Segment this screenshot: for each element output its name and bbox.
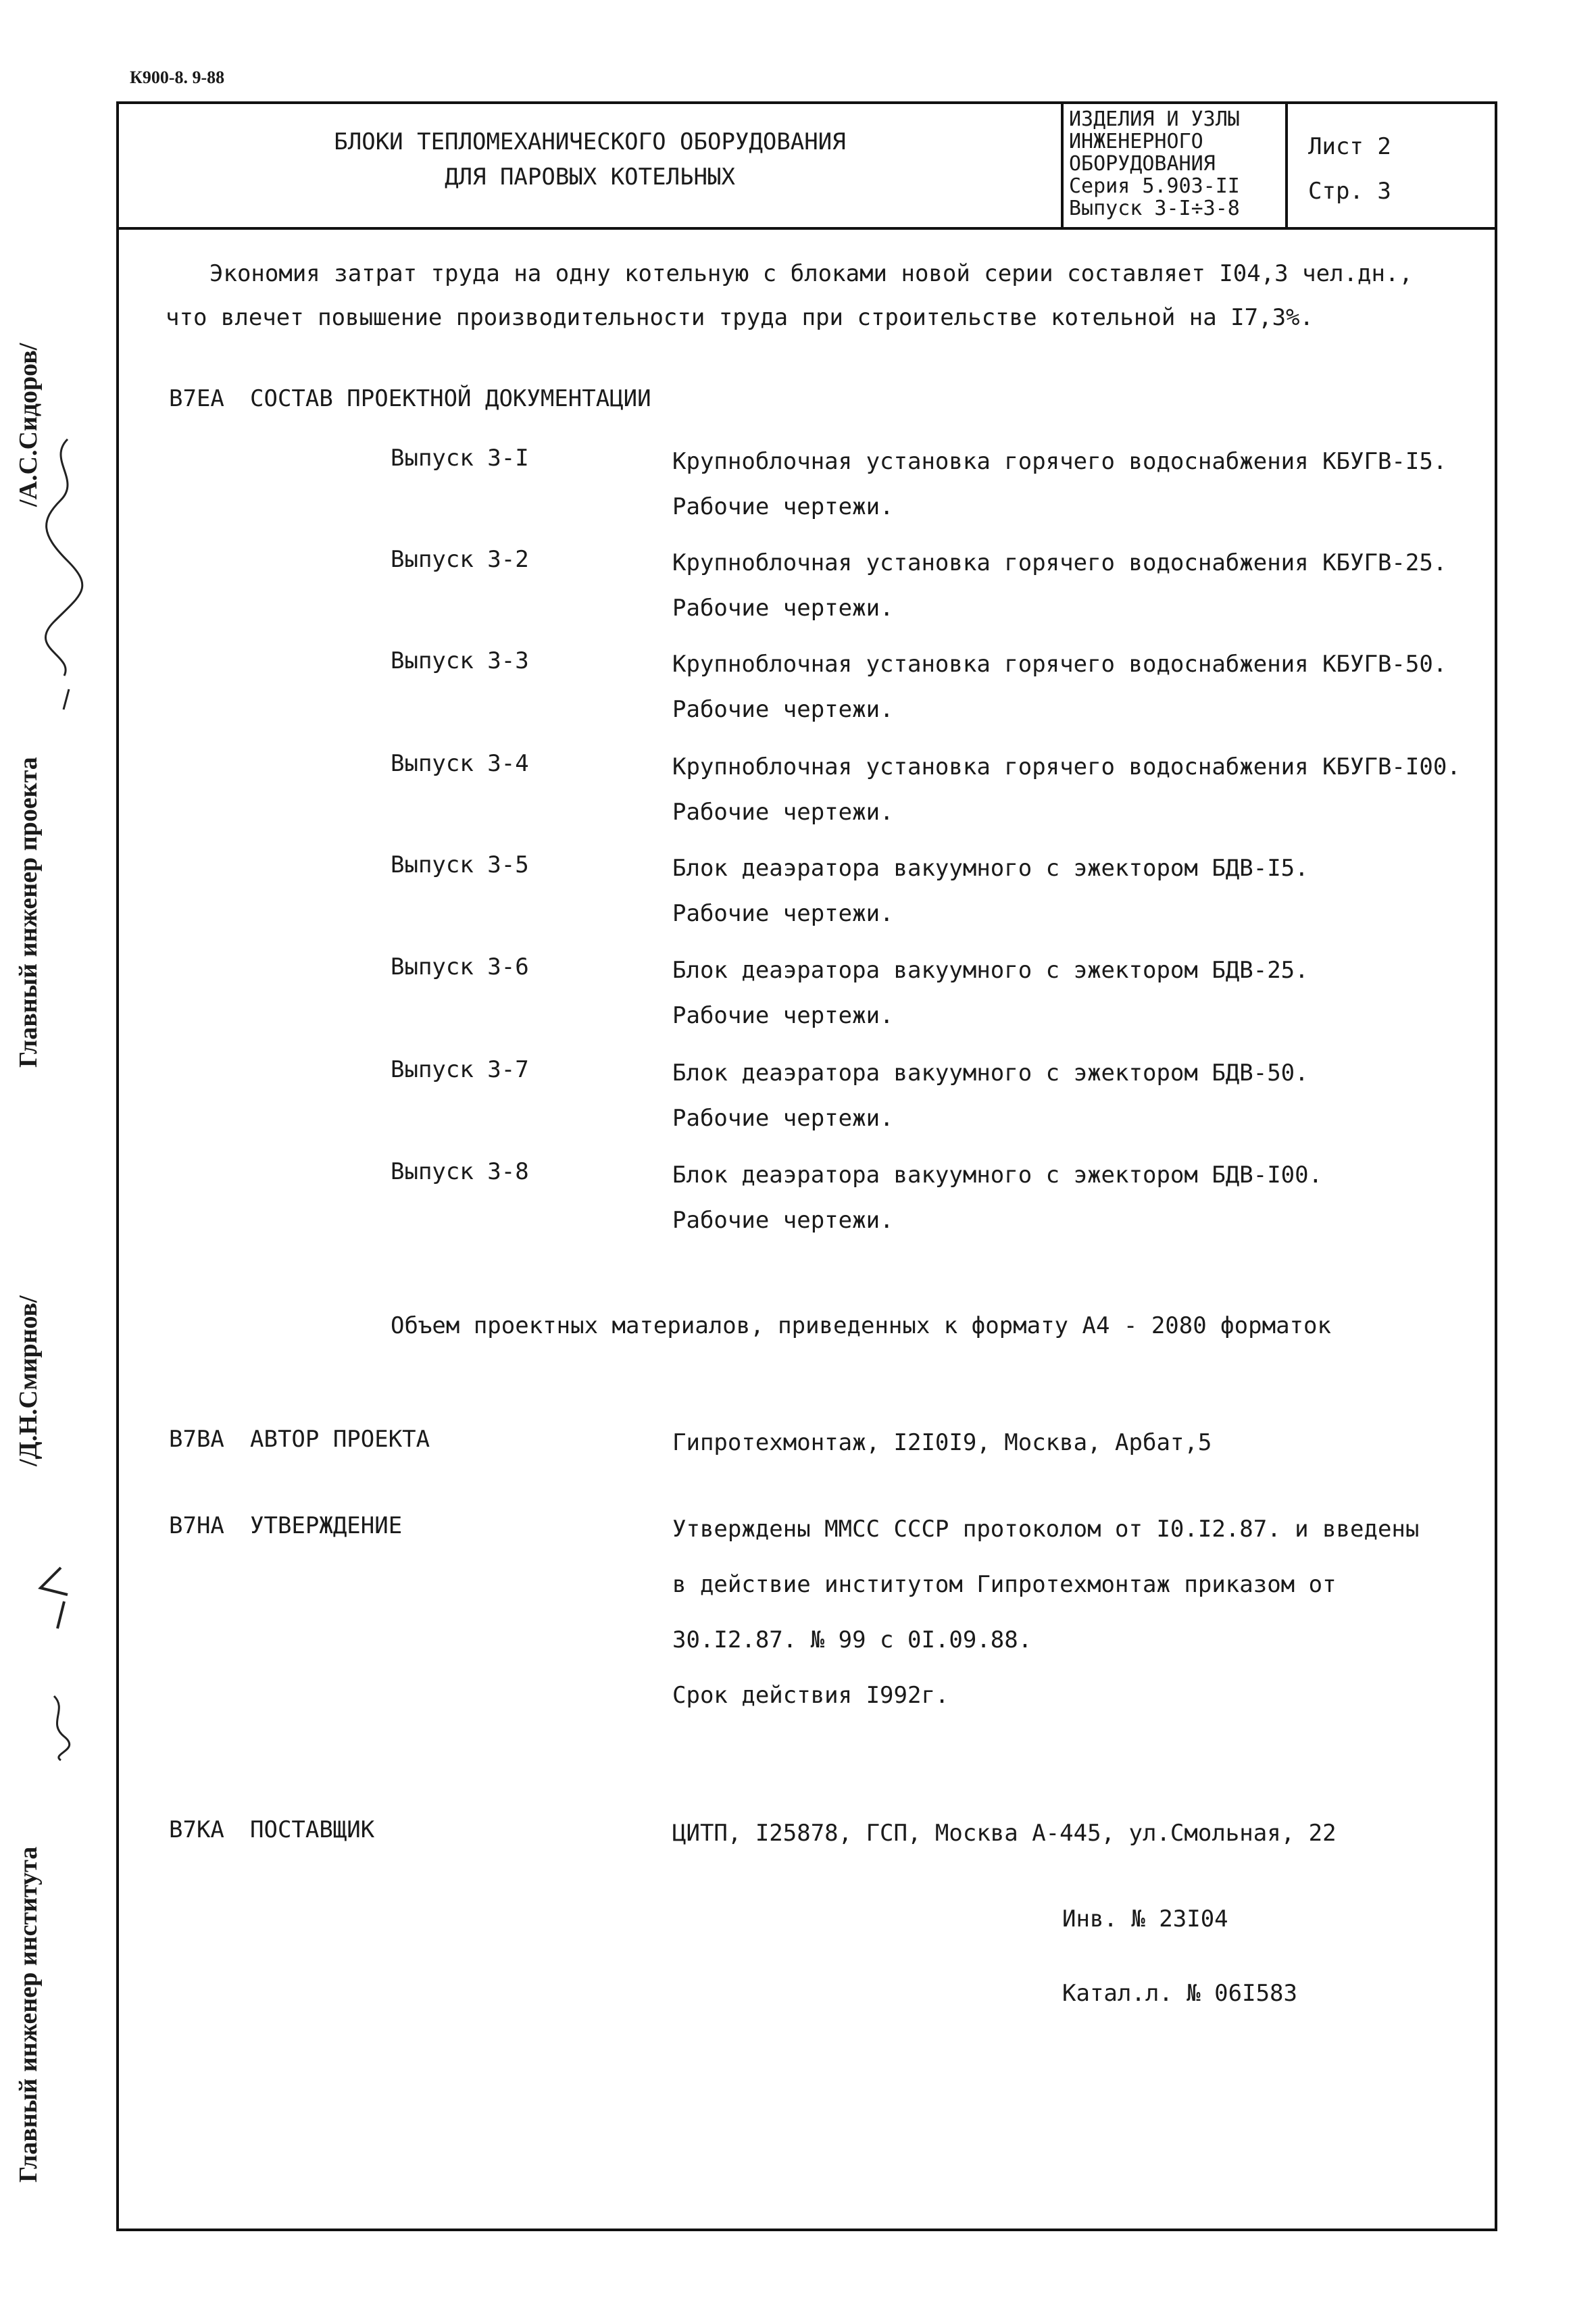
composition-code: B7EA bbox=[169, 385, 224, 412]
volume-number: Выпуск 3-I bbox=[391, 445, 529, 472]
volume-subtitle: Рабочие чертежи. bbox=[672, 595, 894, 622]
series-line-2: ИНЖЕНЕРНОГО bbox=[1069, 130, 1203, 153]
approval-line-2: в действие институтом Гипротехмонтаж приказом от bbox=[672, 1571, 1337, 1598]
sheet-number: Лист 2 bbox=[1308, 133, 1391, 160]
series-line-5: Выпуск 3-I÷3-8 bbox=[1069, 197, 1240, 220]
volume-description bbox=[672, 1051, 1309, 1141]
volume-description bbox=[672, 1153, 1322, 1243]
volume-number: Выпуск 3-3 bbox=[391, 647, 529, 674]
volume-subtitle: Рабочие чертежи. bbox=[672, 900, 894, 927]
sheet-info bbox=[1308, 124, 1391, 214]
volume-number: Выпуск 3-6 bbox=[391, 953, 529, 980]
volume-title: Блок деаэратора вакуумного с эжектором БДВ-25. bbox=[672, 957, 1309, 984]
volume-description bbox=[672, 846, 1309, 937]
approval-line-1: Утверждены ММСС СССР протоколом от I0.I2.87. и введены bbox=[672, 1516, 1420, 1543]
volume-title: Крупноблочная установка горячего водоснабжения КБУГВ-50. bbox=[672, 651, 1447, 678]
approval-title: УТВЕРЖДЕНИЕ bbox=[250, 1512, 403, 1539]
volume-title: Крупноблочная установка горячего водоснабжения КБУГВ-I00. bbox=[672, 753, 1461, 780]
author-value: Гипротехмонтаж, I2I0I9, Москва, Арбат,5 bbox=[672, 1429, 1212, 1456]
volume-description bbox=[672, 439, 1447, 530]
volume-subtitle: Рабочие чертежи. bbox=[672, 799, 894, 826]
volume-title: Крупноблочная установка горячего водоснабжения КБУГВ-I5. bbox=[672, 448, 1447, 475]
series-line-4: Серия 5.903-II bbox=[1069, 174, 1240, 198]
volume-subtitle: Рабочие чертежи. bbox=[672, 1207, 894, 1234]
supplier-value: ЦИТП, I25878, ГСП, Москва А-445, ул.Смольная, 22 bbox=[672, 1820, 1337, 1847]
catalog-number: Катал.л. № 06I583 bbox=[1062, 1980, 1297, 2007]
volume-subtitle: Рабочие чертежи. bbox=[672, 493, 894, 520]
volume-title: Блок деаэратора вакуумного с эжектором БДВ-50. bbox=[672, 1060, 1309, 1087]
series-line-1: ИЗДЕЛИЯ И УЗЛЫ bbox=[1069, 107, 1240, 131]
side-label-chief-engineer-institute: Главный инженер института bbox=[14, 1846, 43, 2183]
approval-code: B7HA bbox=[169, 1512, 224, 1539]
volume-title: Блок деаэратора вакуумного с эжектором БДВ-I00. bbox=[672, 1162, 1323, 1189]
author-code: B7BA bbox=[169, 1426, 224, 1453]
composition-title: СОСТАВ ПРОЕКТНОЙ ДОКУМЕНТАЦИИ bbox=[250, 385, 651, 412]
supplier-title: ПОСТАВЩИК bbox=[250, 1816, 375, 1843]
volume-number: Выпуск 3-7 bbox=[391, 1056, 529, 1083]
approval-line-4: Срок действия I992г. bbox=[672, 1682, 949, 1709]
approval-line-3: 30.I2.87. № 99 с 0I.09.88. bbox=[672, 1626, 1032, 1653]
side-name-smirnov: /Д.Н.Смирнов/ bbox=[14, 1295, 43, 1466]
volume-description bbox=[672, 642, 1447, 732]
volume-description bbox=[672, 948, 1309, 1039]
page-number: Стр. 3 bbox=[1308, 178, 1391, 205]
volume-subtitle: Рабочие чертежи. bbox=[672, 1002, 894, 1029]
volume-number: Выпуск 3-4 bbox=[391, 750, 529, 777]
volume-number: Выпуск 3-2 bbox=[391, 546, 529, 573]
title-line-2: ДЛЯ ПАРОВЫХ КОТЕЛЬНЫХ bbox=[445, 164, 735, 191]
signature-1 bbox=[27, 432, 95, 716]
volume-number: Выпуск 3-5 bbox=[391, 851, 529, 878]
approval-text bbox=[672, 1501, 1419, 1723]
divider bbox=[1061, 104, 1064, 227]
volume-subtitle: Рабочие чертежи. bbox=[672, 696, 894, 723]
title-line-1: БЛОКИ ТЕПЛОМЕХАНИЧЕСКОГО ОБОРУДОВАНИЯ bbox=[334, 128, 846, 155]
volume-subtitle: Рабочие чертежи. bbox=[672, 1105, 894, 1132]
document-code: К900-8. 9-88 bbox=[130, 68, 225, 87]
series-line-3: ОБОРУДОВАНИЯ bbox=[1069, 152, 1216, 176]
volume-title: Крупноблочная установка горячего водоснабжения КБУГВ-25. bbox=[672, 549, 1447, 576]
side-label-chief-engineer-project: Главный инженер проекта bbox=[14, 757, 43, 1068]
divider bbox=[1285, 104, 1288, 227]
series-info bbox=[1069, 108, 1282, 220]
intro-line-2: что влечет повышение производительности труда при строительстве котельной на I7,3%. bbox=[166, 304, 1314, 331]
volume-description bbox=[672, 745, 1461, 835]
supplier-code: B7KA bbox=[169, 1816, 224, 1843]
volume-number: Выпуск 3-8 bbox=[391, 1158, 529, 1185]
document-title bbox=[119, 124, 1061, 195]
signature-2 bbox=[27, 1561, 88, 1764]
side-name-sidorov: /А.С.Сидоров/ bbox=[14, 343, 43, 507]
volume-title: Блок деаэратора вакуумного с эжектором БДВ-I5. bbox=[672, 855, 1309, 882]
author-title: АВТОР ПРОЕКТА bbox=[250, 1426, 430, 1453]
inventory-number: Инв. № 23I04 bbox=[1062, 1906, 1228, 1933]
volume-description bbox=[672, 541, 1447, 631]
title-block bbox=[119, 104, 1495, 230]
intro-line-1: Экономия затрат труда на одну котельную с блоками новой серии составляет I04,3 чел.дн., bbox=[209, 260, 1413, 287]
volume-summary: Объем проектных материалов, приведенных к формату А4 - 2080 форматок bbox=[391, 1312, 1331, 1339]
